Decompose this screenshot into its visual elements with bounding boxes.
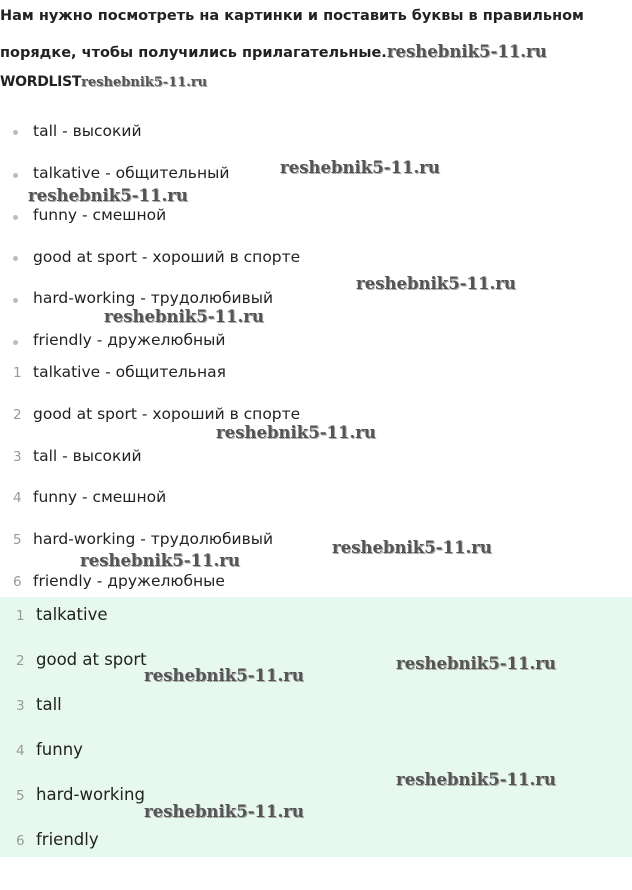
answer-number: 4 bbox=[16, 743, 25, 759]
watermark-inline: reshebnik5-11.ru bbox=[81, 75, 208, 90]
list-item: tall - высокий bbox=[33, 447, 142, 465]
list-item: good at sport - хороший в спорте bbox=[33, 248, 301, 266]
watermark: reshebnik5-11.ru bbox=[144, 666, 304, 685]
answer-item: tall bbox=[36, 695, 62, 714]
answer-item: hard-working bbox=[36, 785, 145, 804]
answer-item: funny bbox=[36, 740, 83, 759]
answer-item: talkative bbox=[36, 605, 108, 624]
answer-number: 1 bbox=[16, 608, 25, 624]
list-item: friendly - дружелюбный bbox=[33, 331, 226, 349]
list-item: talkative - общительная bbox=[33, 363, 226, 381]
list-item: talkative - общительный bbox=[33, 164, 230, 182]
watermark: reshebnik5-11.ru bbox=[332, 538, 492, 557]
list-item: hard-working - трудолюбивый bbox=[33, 530, 274, 548]
list-number: 1 bbox=[13, 365, 22, 381]
answer-number: 5 bbox=[16, 788, 25, 804]
list-number: 4 bbox=[13, 490, 22, 506]
answers-panel bbox=[0, 597, 632, 857]
watermark-inline: reshebnik5-11.ru bbox=[386, 42, 547, 61]
list-item: friendly - дружелюбные bbox=[33, 572, 225, 590]
list-number: 6 bbox=[13, 574, 22, 590]
list-number: 3 bbox=[13, 449, 22, 465]
answer-number: 3 bbox=[16, 698, 25, 714]
list-item: funny - смешной bbox=[33, 488, 167, 506]
bullet-icon bbox=[13, 298, 18, 303]
watermark: reshebnik5-11.ru bbox=[216, 423, 376, 442]
wordlist-label bbox=[0, 74, 207, 90]
answer-item: friendly bbox=[36, 830, 99, 849]
answer-number: 6 bbox=[16, 833, 25, 849]
intro-line-2 bbox=[0, 42, 547, 61]
watermark: reshebnik5-11.ru bbox=[28, 186, 188, 205]
wordlist-label-text: WORDLIST bbox=[0, 74, 82, 90]
bullet-icon bbox=[13, 130, 18, 135]
watermark: reshebnik5-11.ru bbox=[356, 274, 516, 293]
bullet-icon bbox=[13, 173, 18, 178]
watermark: reshebnik5-11.ru bbox=[104, 307, 264, 326]
list-item: funny - смешной bbox=[33, 206, 167, 224]
bullet-icon bbox=[13, 215, 18, 220]
watermark: reshebnik5-11.ru bbox=[396, 770, 556, 789]
watermark: reshebnik5-11.ru bbox=[80, 551, 240, 570]
list-number: 2 bbox=[13, 407, 22, 423]
intro-line-2-text: порядке, чтобы получились прилагательные. bbox=[0, 45, 387, 61]
bullet-icon bbox=[13, 340, 18, 345]
watermark: reshebnik5-11.ru bbox=[396, 654, 556, 673]
watermark: reshebnik5-11.ru bbox=[280, 158, 440, 177]
bullet-icon bbox=[13, 256, 18, 261]
answer-number: 2 bbox=[16, 653, 25, 669]
list-number: 5 bbox=[13, 532, 22, 548]
list-item: tall - высокий bbox=[33, 122, 142, 140]
answer-item: good at sport bbox=[36, 650, 147, 669]
list-item: hard-working - трудолюбивый bbox=[33, 289, 274, 307]
intro-line-1: Нам нужно посмотреть на картинки и поставить буквы в правильном bbox=[0, 8, 584, 24]
list-item: good at sport - хороший в спорте bbox=[33, 405, 301, 423]
watermark: reshebnik5-11.ru bbox=[144, 802, 304, 821]
